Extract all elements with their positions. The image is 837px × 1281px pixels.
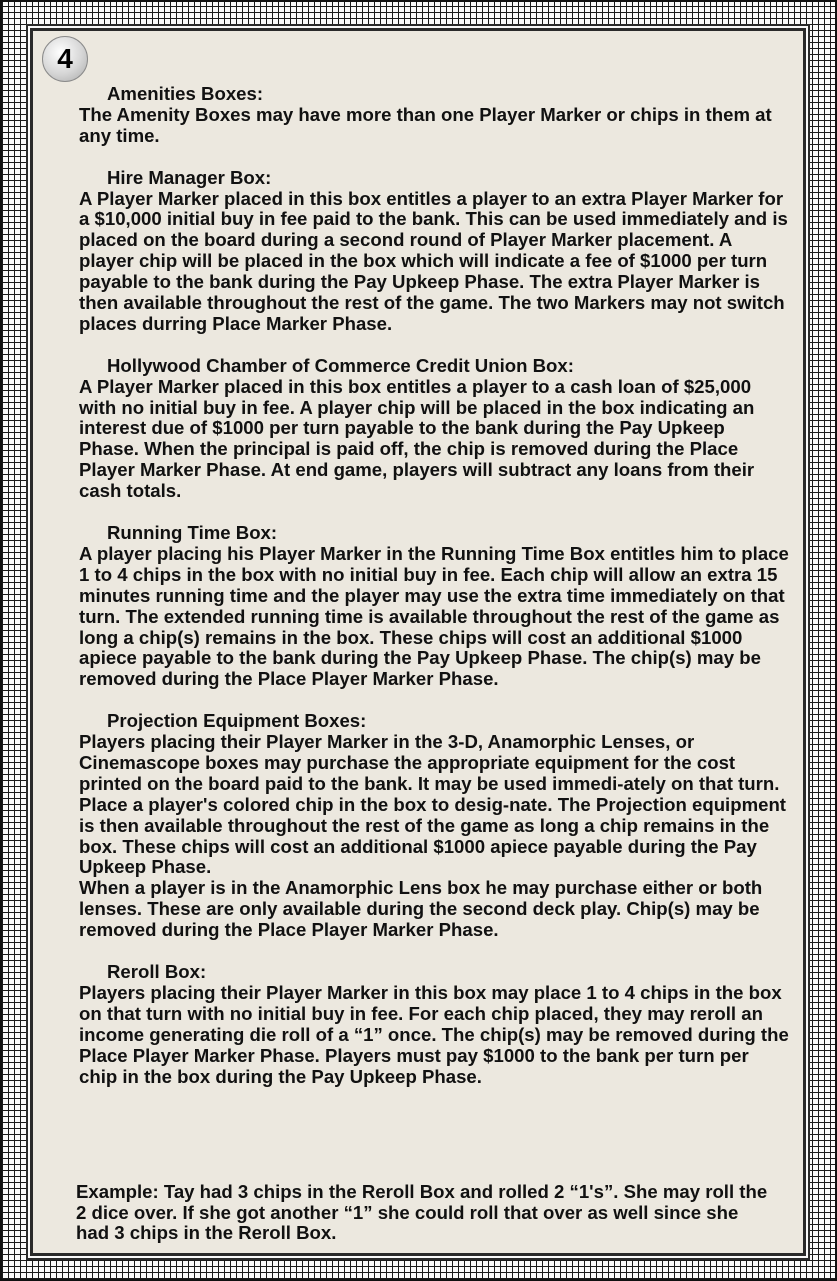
- section-hire-manager-box: [79, 168, 789, 335]
- section-paragraph: A player placing his Player Marker in the Running Time Box entitles him to place 1 to 4 chips in the box with no initial buy in fee. Each chip will allow an extra 15 minutes running time and the player may use the extra time immediately on that turn. The extended running time is available throughout the rest of the game as long a chip(s) remains in the box. These chips will cost an additional $1000 apiece payable to the bank during the Pay Upkeep Phase. The chip(s) may be removed during the Place Player Marker Phase.: [79, 542, 789, 690]
- section-heading: Hire Manager Box:: [107, 166, 272, 188]
- section-projection-equipment-boxes: [79, 711, 789, 941]
- section-credit-union-box: [79, 356, 789, 502]
- page-number-badge: 4: [42, 36, 88, 82]
- section-paragraph: Players placing their Player Marker in the 3-D, Anamorphic Lenses, or Cinemascope boxes may purchase the appropriate equipment for the cost printed on the board paid to the bank. It may be used immedi-ately on that turn. Place a player's colored chip in the box to desig-nate. The Projection equipment is then available throughout the rest of the game as long a chip remains in the box. These chips will cost an additional $1000 apiece payable during the Pay Upkeep Phase.: [79, 731, 786, 878]
- section-heading: Running Time Box:: [107, 521, 278, 543]
- section-heading: Amenities Boxes:: [107, 83, 264, 104]
- section-reroll-box: [79, 962, 789, 1087]
- section-heading: Projection Equipment Boxes:: [107, 710, 367, 732]
- section-amenities-boxes: [79, 84, 789, 147]
- section-paragraph: When a player is in the Anamorphic Lens box he may purchase either or both lenses. These are only available during the second deck play. Chip(s) may be removed during the Place Player Marker Phase.: [79, 877, 763, 941]
- section-heading: Hollywood Chamber of Commerce Credit Union Box:: [107, 354, 574, 376]
- section-paragraph: Players placing their Player Marker in this box may place 1 to 4 chips in the box on that turn with no initial buy in fee. For each chip placed, they may reroll an income generating die roll of a “1” once. The chip(s) may be removed during the Place Player Marker Phase. Players must pay $1000 to the bank per turn per chip in the box during the Pay Upkeep Phase.: [79, 981, 789, 1087]
- rules-content: [79, 84, 789, 1108]
- section-paragraph: A Player Marker placed in this box entitles a player to an extra Player Marker for a $10,000 initial buy in fee paid to the bank. This can be used immediately and is placed on the board during a second round of Player Marker placement. A player chip will be placed in the box which will indicate a fee of $1000 per turn payable to the bank during the Pay Upkeep Phase. The extra Player Marker is then available throughout the rest of the game. The two Markers may not switch places durring Place Marker Phase.: [79, 187, 788, 334]
- section-paragraph: The Amenity Boxes may have more than one Player Marker or chips in them at any time.: [79, 103, 772, 146]
- section-paragraph: A Player Marker placed in this box entitles a player to a cash loan of $25,000 with no initial buy in fee. A player chip will be placed in the box indicating an interest due of $1000 per turn payable to the bank during the Pay Upkeep Phase. When the principal is paid off, the chip is removed during the Place Player Marker Phase. At end game, players will subtract any loans from their cash totals.: [79, 375, 755, 502]
- section-running-time-box: [79, 523, 789, 690]
- section-heading: Reroll Box:: [107, 960, 207, 982]
- example-paragraph: Example: Tay had 3 chips in the Reroll Box and rolled 2 “1's”. She may roll the 2 dice over. If she got another “1” she could roll that over as well since she had 3 chips in the Reroll Box.: [76, 1180, 768, 1244]
